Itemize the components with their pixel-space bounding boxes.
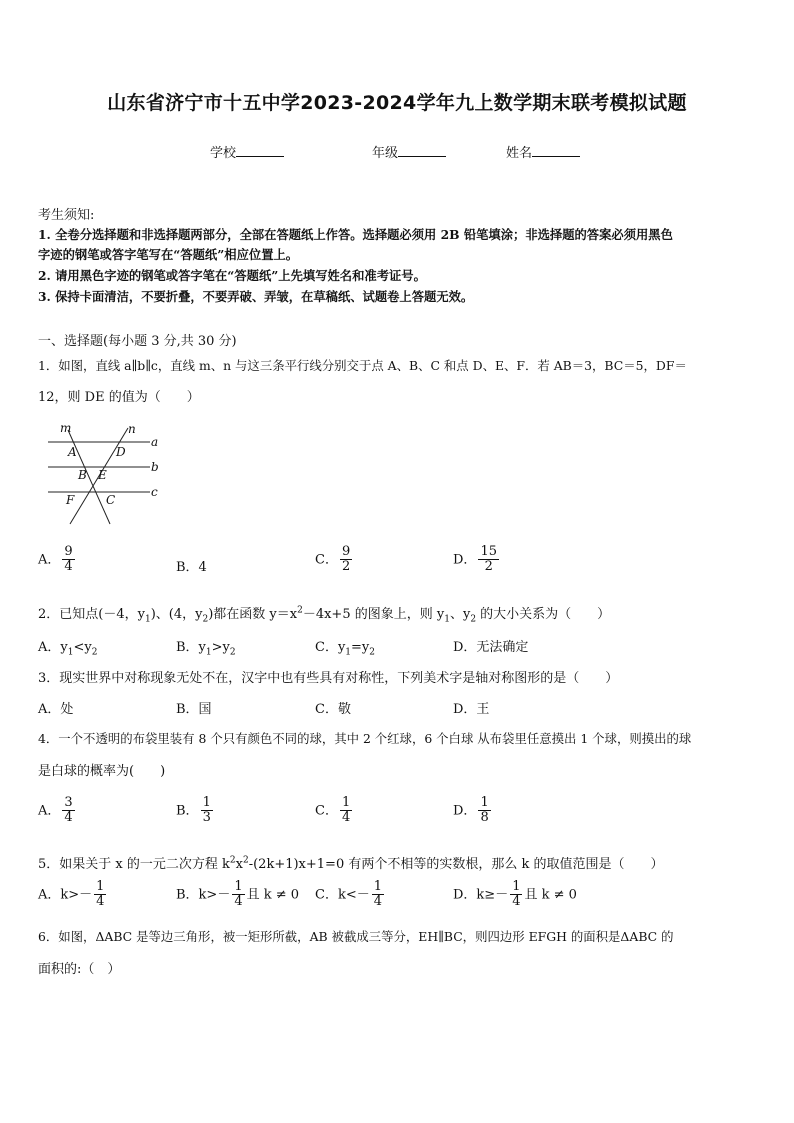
q2-option-b[interactable]: B．$y_1>y_2$ [176, 640, 236, 658]
label-F: F [66, 493, 75, 507]
q5-stem: 5．如果关于 x 的一元二次方程 $k^2x^2-(2k+1)x+1=0$ 有两个不相等的实数根，那么 k 的取值范围是（ ） [38, 855, 664, 872]
fraction: $\frac{1}{4}$ [341, 795, 351, 826]
label-C: C [106, 493, 116, 507]
grade-label: 年级 [372, 146, 399, 161]
q6-stem-line-2: 面积的:（ ） [38, 962, 121, 977]
fraction: $\frac{1}{4}$ [512, 879, 521, 910]
q3-option-c[interactable]: C．敬 [315, 702, 351, 717]
fraction: $\frac{1}{8}$ [480, 795, 489, 826]
page-title: 山东省济宁市十五中学2023-2024学年九上数学期末联考模拟试题 [107, 92, 687, 114]
school-field[interactable] [210, 142, 284, 161]
q1-stem-line-1: 1．如图，直线 a∥b∥c，直线 m、n 与这三条平行线分别交于点 A、B、C 和点 D、E、F．若 AB＝3，BC＝5，DF＝ [38, 358, 687, 373]
q4-option-d[interactable]: D． $\frac{1}{8}$ [453, 795, 489, 826]
notice-line-2: 2. 请用黑色字迹的钢笔或答字笔在“答题纸”上先填写姓名和准考证号。 [38, 268, 426, 283]
label-E: E [98, 468, 107, 482]
q1-stem-line-2: 12，则 DE 的值为（ ） [38, 390, 200, 405]
section-heading: 一、选择题(每小题 3 分,共 30 分) [38, 334, 237, 349]
fraction: $\frac{15}{2}$ [480, 544, 497, 575]
q4-option-b[interactable]: B． $\frac{1}{3}$ [176, 795, 211, 826]
q1-figure [40, 418, 170, 528]
label-a: a [151, 435, 159, 449]
label-b: b [151, 460, 159, 474]
q2-option-d[interactable]: D．无法确定 [453, 640, 529, 655]
school-blank[interactable] [236, 143, 284, 157]
fraction: $\frac{1}{3}$ [202, 795, 211, 826]
grade-blank[interactable] [398, 143, 446, 157]
q3-option-b[interactable]: B．国 [176, 702, 212, 717]
name-field[interactable] [506, 142, 580, 161]
name-label: 姓名 [506, 146, 533, 161]
notice-line-1a: 1. 全卷分选择题和非选择题两部分，全部在答题纸上作答。选择题必须用 2B 铅笔填涂；非选择题的答案必须用黑色 [38, 227, 673, 242]
notice-line-1b: 字迹的钢笔或答字笔写在“答题纸”相应位置上。 [38, 247, 299, 262]
q3-stem: 3．现实世界中对称现象无处不在，汉字中也有些具有对称性，下列美术字是轴对称图形的是（ ） [38, 671, 619, 686]
q5-option-c[interactable]: C．k<－ $\frac{1}{4}$ [315, 879, 382, 910]
q1-option-d[interactable]: D． $\frac{15}{2}$ [453, 544, 497, 575]
q4-stem-line-2: 是白球的概率为( ) [38, 764, 166, 779]
q5-option-a[interactable]: A．k>－ $\frac{1}{4}$ [38, 879, 105, 910]
q5-option-d[interactable]: D．k≥－ $\frac{1}{4}$ 且 k ≠ 0 [453, 879, 577, 910]
q2-option-c[interactable]: C．$y_1=y_2$ [315, 640, 376, 658]
label-B: B [78, 468, 87, 482]
label-D: D [116, 445, 126, 459]
q1-option-a[interactable]: A． $\frac{9}{4}$ [38, 544, 73, 575]
fraction: $\frac{3}{4}$ [64, 795, 73, 826]
q4-option-c[interactable]: C． $\frac{1}{4}$ [315, 795, 351, 826]
q3-option-a[interactable]: A．处 [38, 702, 74, 717]
q2-stem: 2．已知点(－4，$y_1$)、(4，$y_2$)都在函数 $y=x^2-4x+5$ 的图象上，则 $y_1$、$y_2$ 的大小关系为（ ） [38, 605, 611, 625]
q1-option-b[interactable]: B．4 [176, 560, 207, 575]
q5-option-b[interactable]: B．k>－ $\frac{1}{4}$ 且 k ≠ 0 [176, 879, 300, 910]
notice-heading: 考生须知: [38, 208, 95, 223]
fraction: $\frac{1}{4}$ [373, 879, 382, 910]
label-c: c [151, 485, 158, 499]
grade-field[interactable] [372, 142, 446, 161]
name-blank[interactable] [532, 143, 580, 157]
school-label: 学校 [210, 146, 237, 161]
fraction: $\frac{9}{4}$ [64, 544, 73, 575]
q6-stem-line-1: 6．如图，ΔABC 是等边三角形，被一矩形所截，AB 被截成三等分，EH∥BC，则四边形 EFGH 的面积是ΔABC 的 [38, 929, 674, 944]
label-A: A [68, 445, 77, 459]
q2-option-a[interactable]: A．$y_1<y_2$ [38, 640, 98, 658]
q4-option-a[interactable]: A． $\frac{3}{4}$ [38, 795, 73, 826]
q1-option-c[interactable]: C． $\frac{9}{2}$ [315, 544, 351, 575]
notice-line-3: 3. 保持卡面清洁，不要折叠，不要弄破、弄皱，在草稿纸、试题卷上答题无效。 [38, 289, 474, 304]
fraction: $\frac{1}{4}$ [234, 879, 243, 910]
fraction: $\frac{9}{2}$ [341, 544, 351, 575]
fraction: $\frac{1}{4}$ [96, 879, 105, 910]
q4-stem-line-1: 4．一个不透明的布袋里装有 8 个只有颜色不同的球，其中 2 个红球，6 个白球 从布袋里任意摸出 1 个球，则摸出的球 [38, 731, 692, 746]
label-n: n [128, 422, 136, 436]
q3-option-d[interactable]: D．王 [453, 702, 490, 717]
label-m: m [60, 421, 72, 435]
